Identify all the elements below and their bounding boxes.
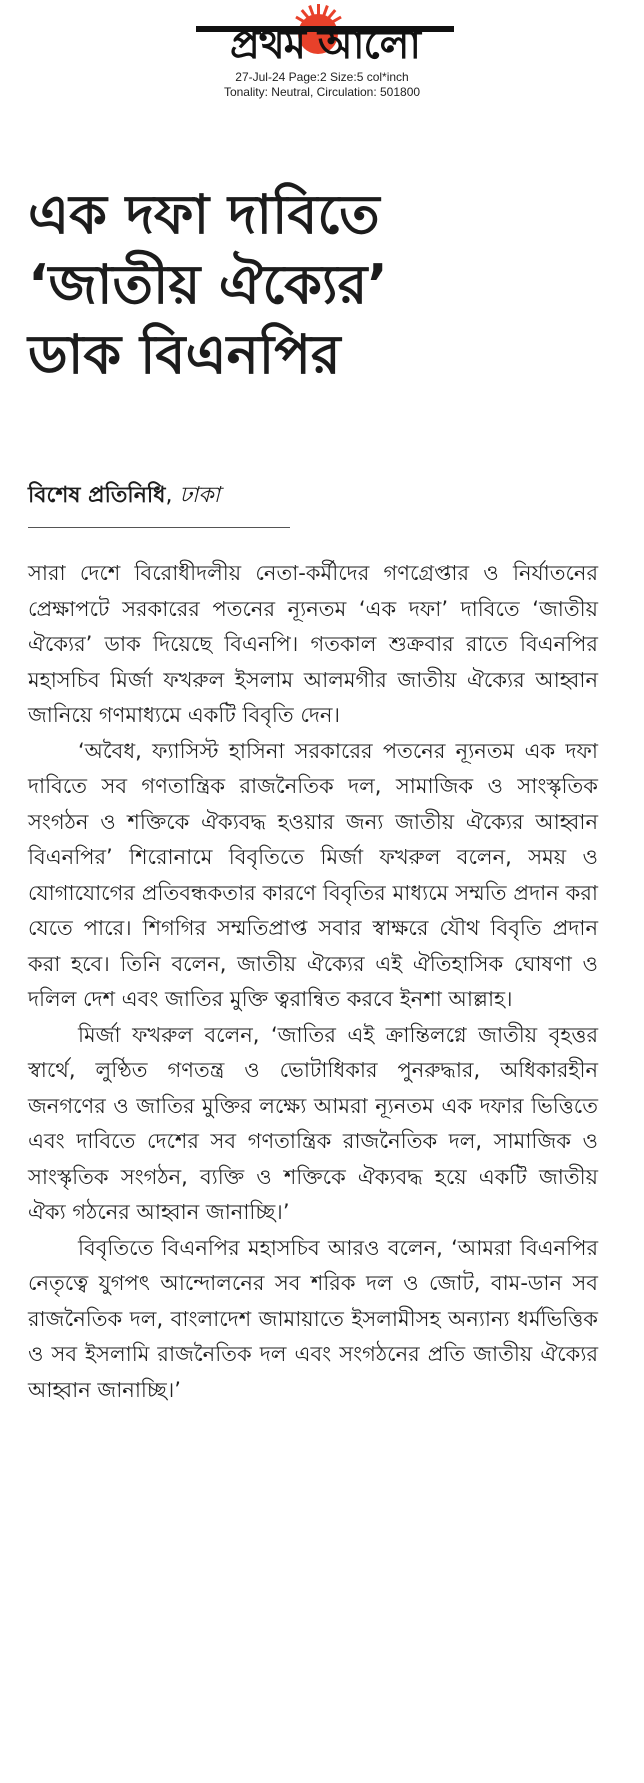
newspaper-logo (190, 4, 460, 70)
headline-line-1: এক দফা দাবিতে (28, 183, 380, 246)
article-headline (28, 180, 588, 390)
paragraph-2: ‘অবৈধ, ফ্যাসিস্ট হাসিনা সরকারের পতনের ন্যূনতম এক দফা দাবিতে সব গণতান্ত্রিক রাজনৈতিক দল, সামাজিক ও সাংস্কৃতিক সংগঠন ও শক্তিকে ঐক্যবদ্ধ হওয়ার জন্য জাতীয় ঐক্যের আহ্বান বিএনপির’ শিরোনামে বিবৃতিতে মির্জা ফখরুল বলেন, সময় ও যোগাযোগের প্রতিবন্ধকতার কারণে বিবৃতির মাধ্যমে সম্মতি প্রদান করা যেতে পারে। শিগগির সম্মতিপ্রাপ্ত সবার স্বাক্ষরে যৌথ বিবৃতি প্রদান করা হবে। তিনি বলেন, জাতীয় ঐক্যের এই ঐতিহাসিক ঘোষণা ও দলিল দেশ এবং জাতির মুক্তি ত্বরান্বিত করবে ইনশা আল্লাহ। (28, 738, 598, 1011)
clipping-meta-tonality: Tonality: Neutral, Circulation: 501800 (223, 85, 421, 99)
byline-place: ঢাকা (179, 483, 221, 508)
byline-divider (28, 527, 290, 528)
headline-line-3: ডাক বিএনপির (28, 323, 341, 386)
paragraph-1: সারা দেশে বিরোধীদলীয় নেতা-কর্মীদের গণগ্রেপ্তার ও নির্যাতনের প্রেক্ষাপটে সরকারের পতনের ন্যূনতম ‘এক দফা’ দাবিতে ‘জাতীয় ঐক্যের’ ডাক দিয়েছে বিএনপি। গতকাল শুক্রবার রাতে বিএনপির মহাসচিব মির্জা ফখরুল ইসলাম আলমগীর জাতীয় ঐক্যের আহ্বান জানিয়ে গণমাধ্যমে একটি বিবৃতি দেন। (28, 561, 598, 727)
masthead (0, 0, 644, 112)
logo-text: প্রথম আলো (229, 22, 421, 68)
article-body (28, 556, 598, 1408)
headline-line-2: ‘জাতীয় ঐক্যের’ (28, 253, 388, 316)
clipping-meta-date: 27-Jul-24 Page:2 Size:5 col*inch (235, 70, 409, 84)
byline-author: বিশেষ প্রতিনিধি (28, 483, 166, 508)
byline (28, 478, 220, 515)
paragraph-4: বিবৃতিতে বিএনপির মহাসচিব আরও বলেন, ‘আমরা বিএনপির নেতৃত্বে যুগপৎ আন্দোলনের সব শরিক দল ও জোট, বাম-ডান সব রাজনৈতিক দল, বাংলাদেশ জামায়াতে ইসলামীসহ অন্যান্য ধর্মভিত্তিক ও সব ইসলামি রাজনৈতিক দল এবং সংগঠনের প্রতি জাতীয় ঐক্যের আহ্বান জানাচ্ছি।’ (28, 1235, 598, 1402)
paragraph-3: মির্জা ফখরুল বলেন, ‘জাতির এই ক্রান্তিলগ্নে জাতীয় বৃহত্তর স্বার্থে, লুণ্ঠিত গণতন্ত্র ও ভোটাধিকার পুনরুদ্ধার, অধিকারহীন জনগণের ও জাতির মুক্তির লক্ষ্যে আমরা ন্যূনতম এক দফার ভিত্তিতে এবং দাবিতে দেশের সব গণতান্ত্রিক রাজনৈতিক দল, সামাজিক ও সাংস্কৃতিক সংগঠন, ব্যক্তি ও শক্তিকে ঐক্যবদ্ধ হয়ে একটি জাতীয় ঐক্য গঠনের আহ্বান জানাচ্ছি।’ (28, 1022, 598, 1224)
byline-separator: , (165, 483, 180, 508)
